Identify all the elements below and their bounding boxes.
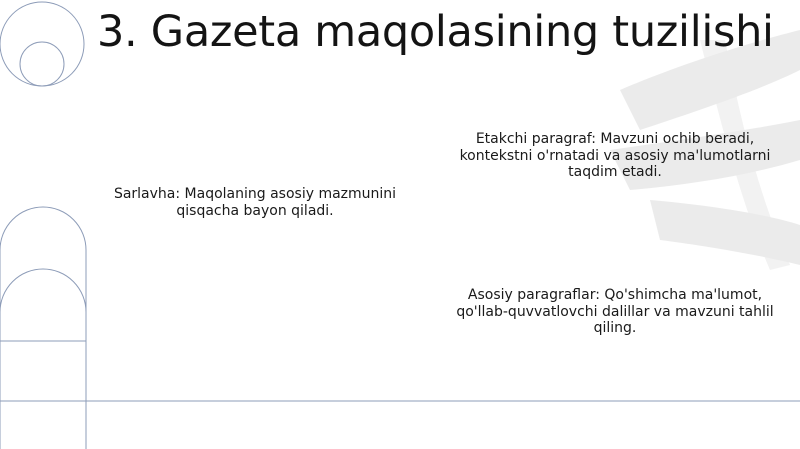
slide-title: 3. Gazeta maqolasining tuzilishi bbox=[97, 7, 774, 57]
headline-description: Sarlavha: Maqolaning asosiy mazmunini qisqacha bayon qiladi. bbox=[113, 186, 397, 219]
lead-paragraph-description: Etakchi paragraf: Mavzuni ochib beradi, kontekstni o'rnatadi va asosiy ma'lumotlarni taqdim etadi. bbox=[459, 131, 771, 180]
body-paragraphs-description: Asosiy paragraflar: Qo'shimcha ma'lumot, qo'llab-quvvatlovchi dalillar va mavzuni tahlil qiling. bbox=[456, 287, 774, 336]
